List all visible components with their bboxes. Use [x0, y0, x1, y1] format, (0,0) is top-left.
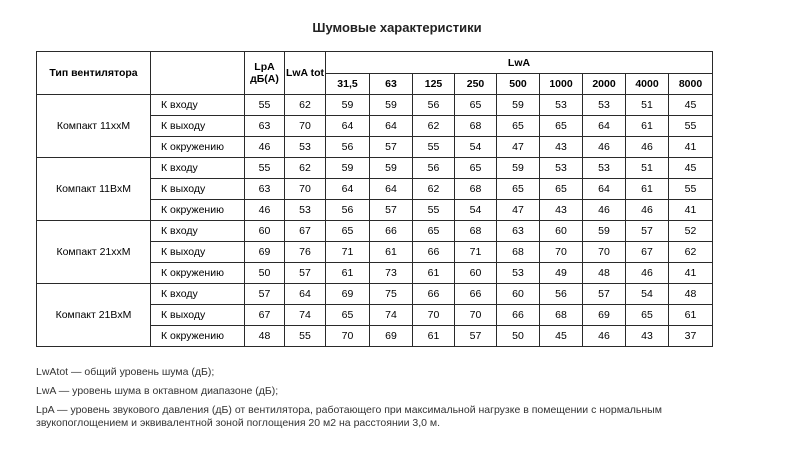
band-value: 62 — [413, 116, 455, 137]
band-value: 46 — [626, 200, 669, 221]
lpa-value: 60 — [245, 221, 285, 242]
band-value: 51 — [626, 95, 669, 116]
band-value: 70 — [326, 326, 370, 347]
band-value: 53 — [583, 95, 626, 116]
lwatot-value: 53 — [285, 137, 326, 158]
freq-header: 1000 — [540, 74, 583, 95]
band-value: 53 — [540, 95, 583, 116]
band-value: 67 — [626, 242, 669, 263]
band-value: 68 — [540, 305, 583, 326]
band-value: 54 — [455, 200, 497, 221]
band-value: 64 — [370, 179, 413, 200]
header-lpa: LpA дБ(А) — [245, 52, 285, 95]
band-value: 41 — [669, 137, 713, 158]
header-lwatot: LwA tot — [285, 52, 326, 95]
band-value: 59 — [326, 95, 370, 116]
lwatot-value: 53 — [285, 200, 326, 221]
band-value: 57 — [370, 200, 413, 221]
lpa-value: 57 — [245, 284, 285, 305]
band-value: 70 — [540, 242, 583, 263]
band-value: 60 — [455, 263, 497, 284]
band-value: 65 — [540, 179, 583, 200]
freq-header: 125 — [413, 74, 455, 95]
band-value: 57 — [626, 221, 669, 242]
mode-label: К окружению — [151, 200, 245, 221]
band-value: 55 — [669, 116, 713, 137]
band-value: 45 — [669, 158, 713, 179]
table-row — [37, 221, 713, 242]
lpa-value: 55 — [245, 158, 285, 179]
band-value: 59 — [583, 221, 626, 242]
band-value: 51 — [626, 158, 669, 179]
band-value: 64 — [583, 179, 626, 200]
footnotes — [36, 366, 662, 436]
band-value: 59 — [497, 158, 540, 179]
lwatot-value: 64 — [285, 284, 326, 305]
freq-header: 4000 — [626, 74, 669, 95]
band-value: 53 — [583, 158, 626, 179]
lpa-value: 46 — [245, 137, 285, 158]
lwatot-value: 67 — [285, 221, 326, 242]
band-value: 46 — [626, 137, 669, 158]
lpa-value: 63 — [245, 179, 285, 200]
band-value: 46 — [583, 200, 626, 221]
mode-label: К входу — [151, 284, 245, 305]
header-fan-type: Тип вентилятора — [37, 52, 151, 95]
lpa-value: 67 — [245, 305, 285, 326]
lwatot-value: 62 — [285, 158, 326, 179]
band-value: 55 — [413, 137, 455, 158]
band-value: 65 — [455, 158, 497, 179]
band-value: 61 — [413, 263, 455, 284]
lwatot-value: 55 — [285, 326, 326, 347]
lwatot-value: 70 — [285, 179, 326, 200]
band-value: 43 — [626, 326, 669, 347]
lwatot-value: 70 — [285, 116, 326, 137]
band-value: 65 — [413, 221, 455, 242]
freq-header: 8000 — [669, 74, 713, 95]
band-value: 49 — [540, 263, 583, 284]
lwatot-value: 76 — [285, 242, 326, 263]
lwatot-value: 62 — [285, 95, 326, 116]
freq-header: 2000 — [583, 74, 626, 95]
noise-characteristics-table — [36, 51, 713, 347]
band-value: 61 — [626, 116, 669, 137]
band-value: 60 — [540, 221, 583, 242]
band-value: 59 — [497, 95, 540, 116]
freq-header: 250 — [455, 74, 497, 95]
lpa-value: 46 — [245, 200, 285, 221]
mode-label: К окружению — [151, 326, 245, 347]
band-value: 59 — [370, 95, 413, 116]
band-value: 55 — [669, 179, 713, 200]
table-row — [37, 158, 713, 179]
band-value: 66 — [413, 284, 455, 305]
mode-label: К входу — [151, 95, 245, 116]
band-value: 56 — [413, 158, 455, 179]
lpa-value: 55 — [245, 95, 285, 116]
band-value: 70 — [583, 242, 626, 263]
band-value: 65 — [455, 95, 497, 116]
band-value: 65 — [326, 221, 370, 242]
band-value: 66 — [370, 221, 413, 242]
band-value: 45 — [540, 326, 583, 347]
freq-header: 63 — [370, 74, 413, 95]
mode-label: К выходу — [151, 116, 245, 137]
lpa-value: 48 — [245, 326, 285, 347]
mode-label: К входу — [151, 221, 245, 242]
band-value: 45 — [669, 95, 713, 116]
band-value: 56 — [326, 137, 370, 158]
band-value: 66 — [413, 242, 455, 263]
lpa-value: 63 — [245, 116, 285, 137]
lwatot-value: 74 — [285, 305, 326, 326]
band-value: 64 — [583, 116, 626, 137]
band-value: 64 — [326, 116, 370, 137]
lwatot-value: 57 — [285, 263, 326, 284]
mode-label: К окружению — [151, 137, 245, 158]
band-value: 43 — [540, 200, 583, 221]
band-value: 66 — [497, 305, 540, 326]
band-value: 41 — [669, 263, 713, 284]
model-name: Компакт 21xxM — [37, 221, 151, 284]
band-value: 57 — [583, 284, 626, 305]
band-value: 70 — [413, 305, 455, 326]
band-value: 56 — [413, 95, 455, 116]
band-value: 59 — [370, 158, 413, 179]
mode-label: К выходу — [151, 179, 245, 200]
band-value: 61 — [370, 242, 413, 263]
band-value: 65 — [626, 305, 669, 326]
lpa-value: 69 — [245, 242, 285, 263]
band-value: 74 — [370, 305, 413, 326]
band-value: 56 — [540, 284, 583, 305]
band-value: 69 — [583, 305, 626, 326]
table-row — [37, 95, 713, 116]
band-value: 37 — [669, 326, 713, 347]
band-value: 62 — [669, 242, 713, 263]
band-value: 41 — [669, 200, 713, 221]
band-value: 62 — [413, 179, 455, 200]
band-value: 68 — [455, 116, 497, 137]
band-value: 46 — [583, 137, 626, 158]
band-value: 61 — [326, 263, 370, 284]
table-row — [37, 284, 713, 305]
mode-label: К выходу — [151, 242, 245, 263]
band-value: 68 — [455, 221, 497, 242]
band-value: 71 — [455, 242, 497, 263]
page-title: Шумовые характеристики — [312, 20, 482, 35]
band-value: 46 — [583, 326, 626, 347]
band-value: 56 — [326, 200, 370, 221]
note-lwatot: LwAtot — общий уровень шума (дБ); — [36, 366, 215, 378]
band-value: 68 — [455, 179, 497, 200]
band-value: 52 — [669, 221, 713, 242]
band-value: 68 — [497, 242, 540, 263]
band-value: 48 — [669, 284, 713, 305]
band-value: 60 — [497, 284, 540, 305]
band-value: 48 — [583, 263, 626, 284]
band-value: 59 — [326, 158, 370, 179]
header-lwa: LwA — [326, 52, 713, 74]
band-value: 73 — [370, 263, 413, 284]
band-value: 47 — [497, 200, 540, 221]
band-value: 50 — [497, 326, 540, 347]
note-lpa-line1: LpA — уровень звукового давления (дБ) от вентилятора, работающего при максимальной нагрузке в помещении с нормальным — [36, 404, 662, 416]
band-value: 61 — [626, 179, 669, 200]
band-value: 57 — [455, 326, 497, 347]
band-value: 53 — [540, 158, 583, 179]
band-value: 75 — [370, 284, 413, 305]
band-value: 61 — [669, 305, 713, 326]
band-value: 54 — [455, 137, 497, 158]
model-name: Компакт 21BxM — [37, 284, 151, 347]
band-value: 70 — [455, 305, 497, 326]
band-value: 43 — [540, 137, 583, 158]
lpa-value: 50 — [245, 263, 285, 284]
band-value: 53 — [497, 263, 540, 284]
band-value: 65 — [497, 179, 540, 200]
mode-label: К входу — [151, 158, 245, 179]
band-value: 71 — [326, 242, 370, 263]
band-value: 64 — [326, 179, 370, 200]
band-value: 65 — [540, 116, 583, 137]
model-name: Компакт 11BxM — [37, 158, 151, 221]
freq-header: 31,5 — [326, 74, 370, 95]
band-value: 47 — [497, 137, 540, 158]
mode-label: К окружению — [151, 263, 245, 284]
band-value: 55 — [413, 200, 455, 221]
band-value: 54 — [626, 284, 669, 305]
band-value: 64 — [370, 116, 413, 137]
band-value: 69 — [326, 284, 370, 305]
band-value: 57 — [370, 137, 413, 158]
freq-header: 500 — [497, 74, 540, 95]
note-lwa: LwA — уровень шума в октавном диапазоне (дБ); — [36, 385, 279, 397]
model-name: Компакт 11xxM — [37, 95, 151, 158]
band-value: 65 — [497, 116, 540, 137]
mode-label: К выходу — [151, 305, 245, 326]
band-value: 66 — [455, 284, 497, 305]
band-value: 69 — [370, 326, 413, 347]
band-value: 61 — [413, 326, 455, 347]
note-lpa-line2: звукопоглощением и эквивалентной зоной поглощения 20 м2 на расстоянии 3,0 м. — [36, 417, 441, 429]
band-value: 46 — [626, 263, 669, 284]
band-value: 65 — [326, 305, 370, 326]
header-empty — [151, 52, 245, 95]
band-value: 63 — [497, 221, 540, 242]
